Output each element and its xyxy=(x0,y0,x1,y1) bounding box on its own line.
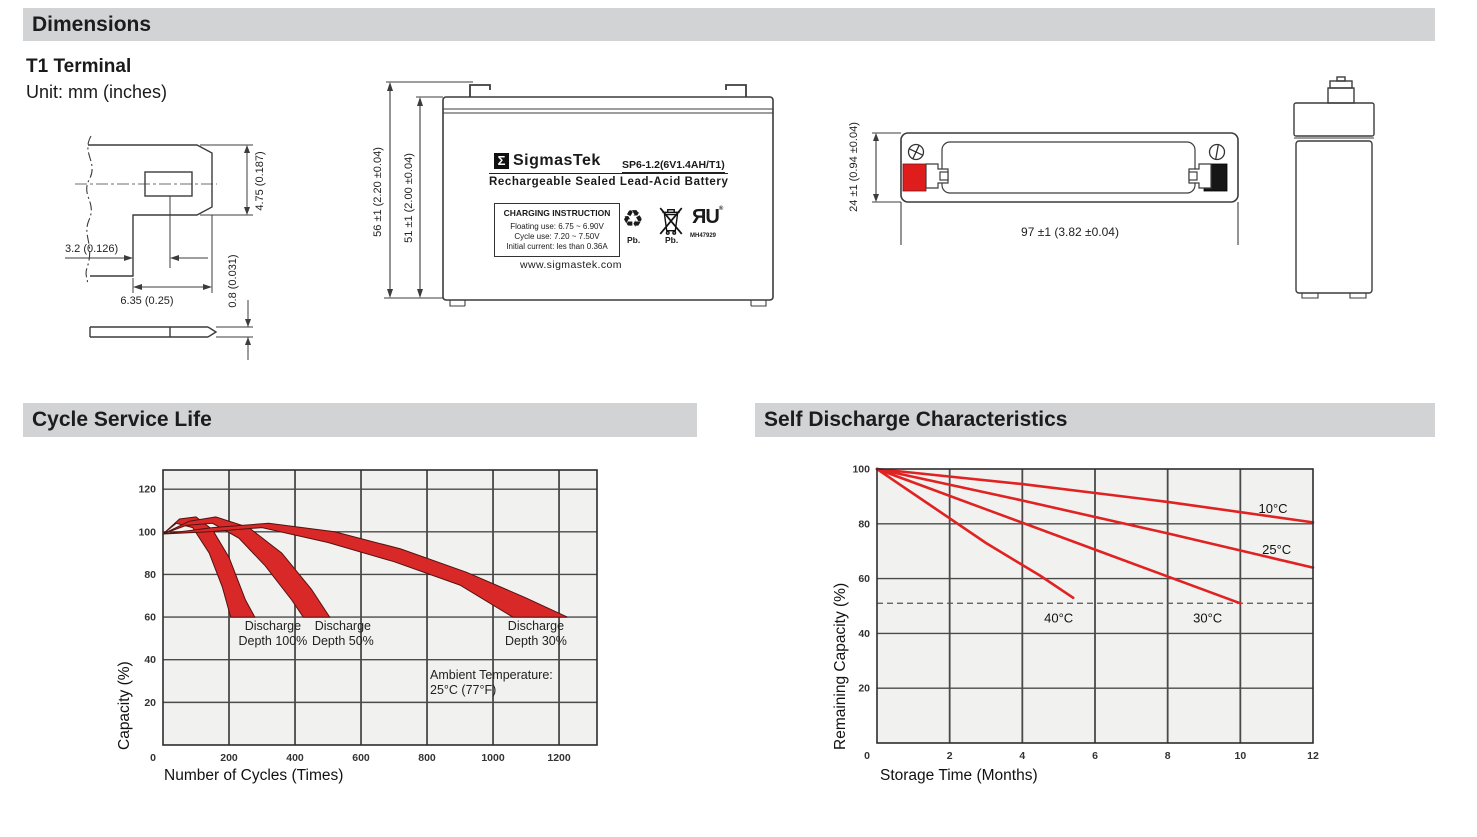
bin-pb-label: Pb. xyxy=(665,235,679,245)
x-tick-label: 800 xyxy=(418,752,436,764)
brand-name: SigmasTek xyxy=(513,152,601,169)
dim-case-height: 51 ±1 (2.00 ±0.04) xyxy=(403,153,415,243)
y-tick-label: 20 xyxy=(144,696,156,709)
lid-seam xyxy=(443,109,773,113)
top-view-inner xyxy=(942,142,1195,193)
ul-file-code: MH47929 xyxy=(690,233,717,239)
front-view-outline xyxy=(370,70,790,325)
x-tick-label: 10 xyxy=(1234,750,1247,762)
self-y-axis-title: Remaining Capacity (%) xyxy=(832,582,849,750)
chart-annotation: Depth 50% xyxy=(311,633,374,648)
y-tick-label: 120 xyxy=(138,483,156,496)
recycle-pb-label: Pb. xyxy=(627,235,641,245)
x-tick-label: 6 xyxy=(1092,750,1098,762)
section-title: Self Discharge Characteristics xyxy=(764,408,1068,431)
brand-logo-icon: Σ xyxy=(494,153,509,169)
charging-initial: Initial current: les than 0.36A xyxy=(506,242,608,251)
x-tick-label: 0 xyxy=(864,750,870,762)
x-tick-label: 8 xyxy=(1164,750,1171,762)
section-title: Cycle Service Life xyxy=(32,408,212,431)
x-tick-label: 4 xyxy=(1019,750,1026,762)
series-label: 40°C xyxy=(1044,610,1074,626)
cycle-x-axis-title: Number of Cycles (Times) xyxy=(164,767,344,784)
section-header-cycle-life xyxy=(23,403,697,437)
dim-depth: 24 ±1 (0.94 ±0.04) xyxy=(848,122,860,212)
self-discharge-chart xyxy=(810,455,1410,805)
y-tick-label: 60 xyxy=(144,611,156,624)
battery-end-view xyxy=(1280,72,1400,312)
chart-canvas xyxy=(100,455,640,767)
series-label: 30°C xyxy=(1193,610,1223,626)
end-body xyxy=(1296,141,1372,293)
y-tick-label: 80 xyxy=(858,518,870,531)
terminal-clips xyxy=(926,164,1211,188)
x-tick-label: 400 xyxy=(286,752,304,764)
charging-instruction-box xyxy=(494,203,620,257)
dim-tab-height: 4.75 (0.187) xyxy=(254,151,266,211)
chart-annotation: Ambient Temperature: xyxy=(430,667,553,682)
dim-length: 97 ±1 (3.82 ±0.04) xyxy=(1021,225,1119,239)
end-terminal-post xyxy=(1328,88,1354,103)
section-title: Dimensions xyxy=(32,13,152,36)
chart-annotation: 25°C (77°F) xyxy=(430,682,497,697)
product-line: Rechargeable Sealed Lead-Acid Battery xyxy=(489,176,729,188)
label-rule xyxy=(489,173,728,174)
cycle-y-axis-title: Capacity (%) xyxy=(116,661,133,750)
dim-hole-offset: 3.2 (0.126) xyxy=(65,243,119,255)
end-lid xyxy=(1294,103,1374,136)
tab-outline xyxy=(88,145,212,276)
section-header-self-discharge xyxy=(755,403,1435,437)
section-header-dimensions xyxy=(23,8,1435,41)
chart-annotation: Depth 30% xyxy=(505,633,567,648)
battery-top-view xyxy=(830,105,1260,255)
x-tick-label: 0 xyxy=(150,752,156,764)
feet xyxy=(450,300,766,306)
dimension-lines xyxy=(384,82,473,298)
y-tick-label: 40 xyxy=(144,654,156,667)
positive-terminal-block xyxy=(903,164,926,191)
dim-tab-width: 6.35 (0.25) xyxy=(120,295,174,307)
battery-front-view xyxy=(370,70,790,325)
recycle-pb-icon: ♻ xyxy=(622,206,644,233)
y-tick-label: 100 xyxy=(138,526,156,539)
top-view-case xyxy=(901,133,1238,202)
chart-annotation: Discharge xyxy=(314,618,372,633)
ul-recognized-icon: ЯU® xyxy=(692,206,723,228)
y-tick-label: 60 xyxy=(858,573,870,586)
self-x-axis-title: Storage Time (Months) xyxy=(880,767,1038,784)
end-feet xyxy=(1302,293,1366,298)
x-tick-label: 1000 xyxy=(481,752,505,764)
chart-canvas xyxy=(810,455,1390,767)
y-tick-label: 40 xyxy=(858,627,870,640)
tab-side-view xyxy=(90,327,216,337)
charging-title: CHARGING INSTRUCTION xyxy=(503,208,611,218)
x-tick-label: 600 xyxy=(352,752,370,764)
x-tick-label: 200 xyxy=(220,752,238,764)
model-number: SP6-1.2(6V1.4AH/T1) xyxy=(622,159,725,171)
series-label: 10°C xyxy=(1258,500,1288,516)
y-tick-label: 80 xyxy=(144,568,156,581)
unit-note: Unit: mm (inches) xyxy=(26,82,168,102)
terminal-detail-drawing xyxy=(50,128,350,373)
chart-annotation: Discharge xyxy=(507,618,565,633)
terminal-type-heading: T1 Terminal xyxy=(26,56,132,77)
break-line xyxy=(86,136,92,284)
y-tick-label: 100 xyxy=(852,463,870,476)
website-url: www.sigmastek.com xyxy=(520,259,622,271)
chart-annotation: Depth 100% xyxy=(238,633,308,648)
cycle-service-life-chart xyxy=(100,455,700,805)
end-terminal-cap xyxy=(1330,81,1352,88)
right-terminal xyxy=(726,85,746,97)
chart-annotation: Discharge xyxy=(244,618,302,633)
dim-thickness: 0.8 (0.031) xyxy=(227,254,239,308)
left-terminal xyxy=(470,85,490,97)
charging-floating: Floating use: 6.75 ~ 6.90V xyxy=(510,222,604,231)
x-tick-label: 2 xyxy=(946,750,953,762)
x-tick-label: 12 xyxy=(1307,750,1319,762)
y-tick-label: 20 xyxy=(858,682,870,695)
x-tick-label: 1200 xyxy=(547,752,571,764)
charging-cycle: Cycle use: 7.20 ~ 7.50V xyxy=(514,232,600,241)
dimension-arrows xyxy=(124,145,251,345)
crossed-bin-pb-icon xyxy=(659,207,683,235)
dim-total-height: 56 ±1 (2.20 ±0.04) xyxy=(372,147,384,237)
series-label: 25°C xyxy=(1262,541,1292,557)
